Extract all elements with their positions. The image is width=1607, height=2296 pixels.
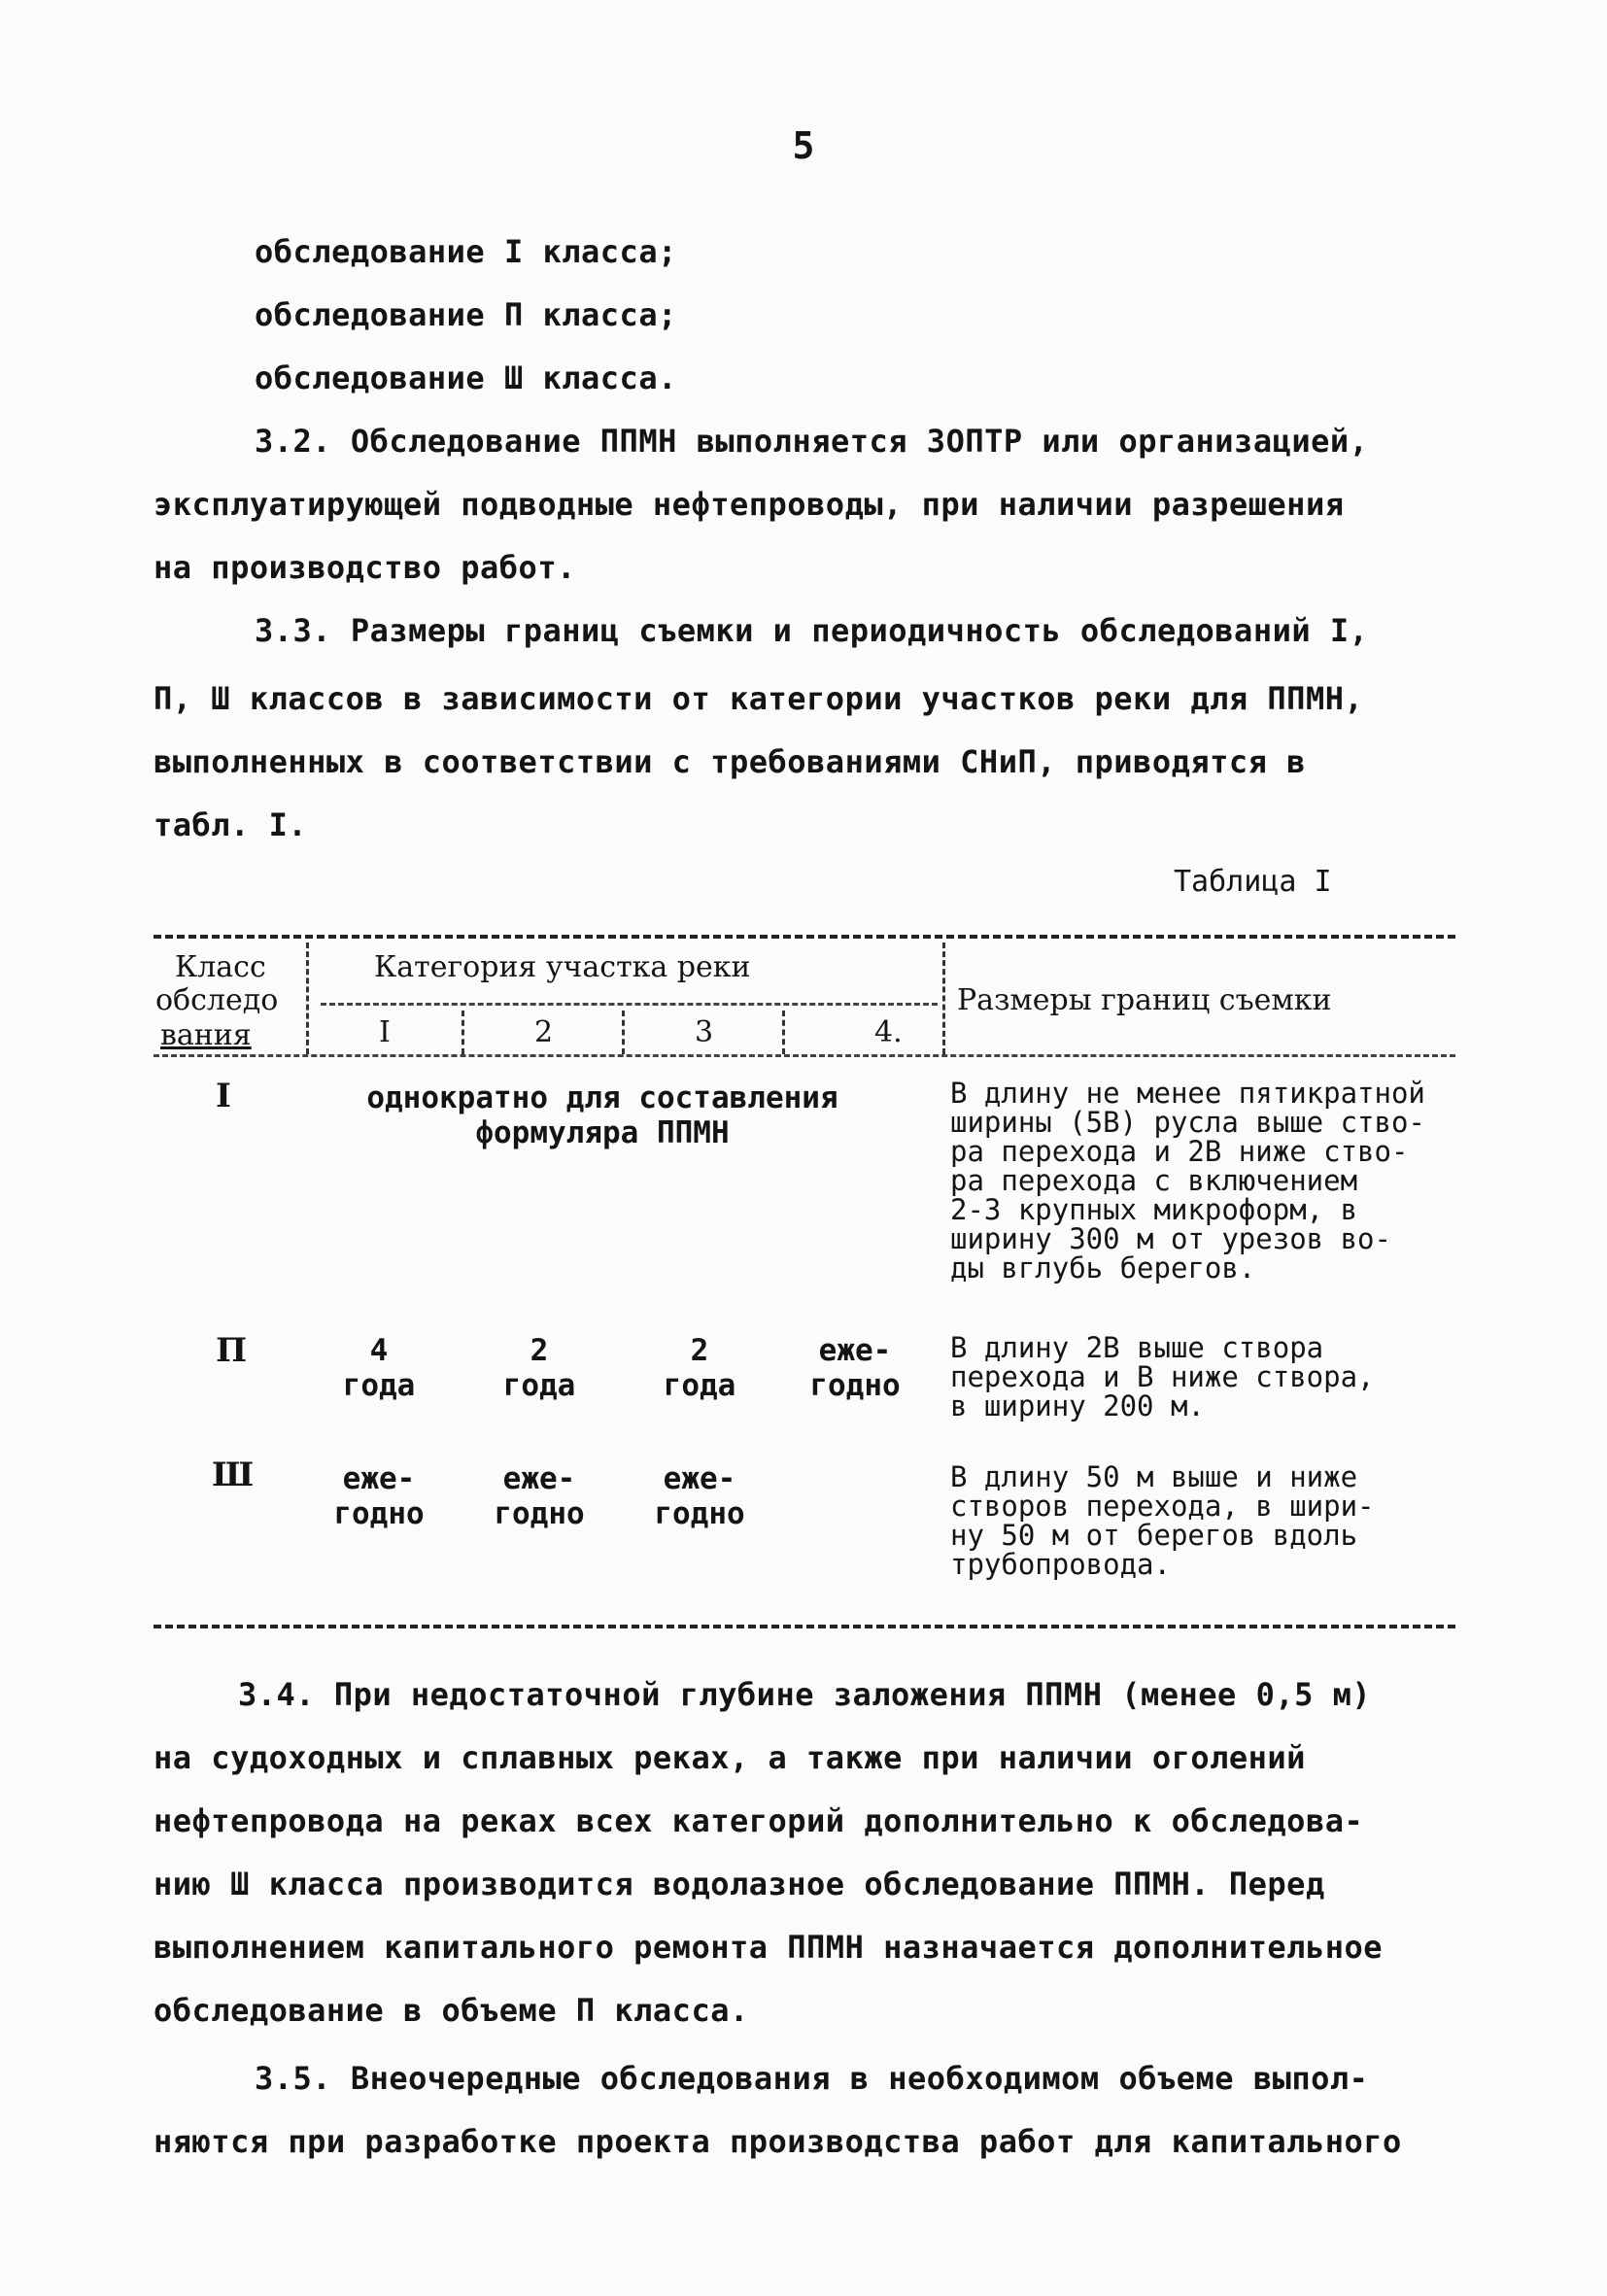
row2-cat-1: 4 года: [342, 1333, 416, 1403]
row1-bounds: В длину не менее пятикратной ширины (5В) русла выше ство- ра перехода и 2В ниже ство- ра перехода с включением 2-3 крупных микроформ, в ширину 300 м от урезов во- ды вглубь берегов.: [950, 1077, 1425, 1285]
header-class-line-2: обследо: [155, 983, 279, 1017]
header-cat-1: I: [379, 1015, 391, 1049]
header-class-line-1: Класс: [175, 950, 266, 984]
col-divider-bounds: [942, 942, 945, 1054]
header-class-line-3: вания: [160, 1018, 252, 1052]
row2-class: П: [216, 1331, 248, 1370]
para-3-2-line-2: эксплуатирующей подводные нефтепроводы, при наличии разрешения: [154, 486, 1345, 523]
row3-cat-3: еже- годно: [654, 1461, 745, 1531]
para-3-3-line-4: табл. I.: [154, 806, 308, 843]
row2-bounds: В длину 2В выше створа перехода и В ниже створа, в ширину 200 м.: [950, 1331, 1375, 1422]
row2-cat-2: 2 года: [502, 1333, 576, 1403]
header-cat-4: 4.: [874, 1015, 903, 1049]
category-sub-rule: [321, 1003, 938, 1006]
para-3-4-line-2: на судоходных и сплавных реках, а также при наличии оголений: [154, 1739, 1306, 1776]
para-3-3-line-3: выполненных в соответствии с требованиями СНиП, приводятся в: [154, 743, 1306, 780]
para-3-2-line-3: на производство работ.: [154, 549, 576, 586]
col-divider-cat-3: [782, 1011, 785, 1054]
col-divider-cat-2: [622, 1011, 625, 1054]
para-3-4-line-6: обследование в объеме П класса.: [154, 1992, 749, 2029]
row2-cat-4: еже- годно: [809, 1333, 901, 1403]
row1-class: I: [216, 1077, 231, 1115]
para-3-4-line-5: выполнением капитального ремонта ППМН назначается дополнительное: [154, 1929, 1383, 1966]
col-divider-class: [306, 942, 309, 1054]
para-3-3-line-1: 3.3. Размеры границ съемки и периодичность обследований I,: [255, 612, 1369, 649]
row3-cat-2: еже- годно: [494, 1461, 585, 1531]
header-category: Категория участка реки: [374, 950, 751, 984]
intro-line-2: обследование П класса;: [255, 296, 677, 333]
header-cat-2: 2: [534, 1015, 554, 1049]
table-caption: Таблица I: [1174, 865, 1332, 899]
para-3-4-line-1: 3.4. При недостаточной глубине заложения ППМН (менее 0,5 м): [238, 1676, 1372, 1713]
table-bottom-rule: [154, 1625, 1455, 1628]
para-3-3-line-2: П, Ш классов в зависимости от категории участков реки для ППМН,: [154, 680, 1364, 717]
page-number: 5: [792, 124, 815, 167]
header-cat-3: 3: [695, 1015, 714, 1049]
para-3-4-line-4: нию Ш класса производится водолазное обследование ППМН. Перед: [154, 1866, 1325, 1902]
intro-line-1: обследование I класса;: [255, 233, 677, 270]
row1-period: однократно для составления формуляра ППМН: [366, 1080, 838, 1150]
header-bottom-rule: [154, 1054, 1455, 1057]
table-top-rule: [154, 935, 1455, 939]
row3-class: Ш: [212, 1456, 255, 1494]
para-3-5-line-2: няются при разработке проекта производства работ для капитального: [154, 2123, 1402, 2160]
intro-line-3: обследование Ш класса.: [255, 360, 677, 396]
row2-cat-3: 2 года: [663, 1333, 736, 1403]
row3-cat-1: еже- годно: [333, 1461, 425, 1531]
col-divider-cat-1: [462, 1011, 464, 1054]
para-3-4-line-3: нефтепровода на реках всех категорий дополнительно к обследова-: [154, 1802, 1364, 1839]
header-bounds: Размеры границ съемки: [957, 983, 1332, 1017]
para-3-2-line-1: 3.2. Обследование ППМН выполняется ЗОПТР или организацией,: [255, 423, 1369, 460]
para-3-5-line-1: 3.5. Внеочередные обследования в необходимом объеме выпол-: [255, 2060, 1369, 2097]
row3-bounds: В длину 50 м выше и ниже створов перехода, в шири- ну 50 м от берегов вдоль трубопровода.: [950, 1460, 1375, 1581]
